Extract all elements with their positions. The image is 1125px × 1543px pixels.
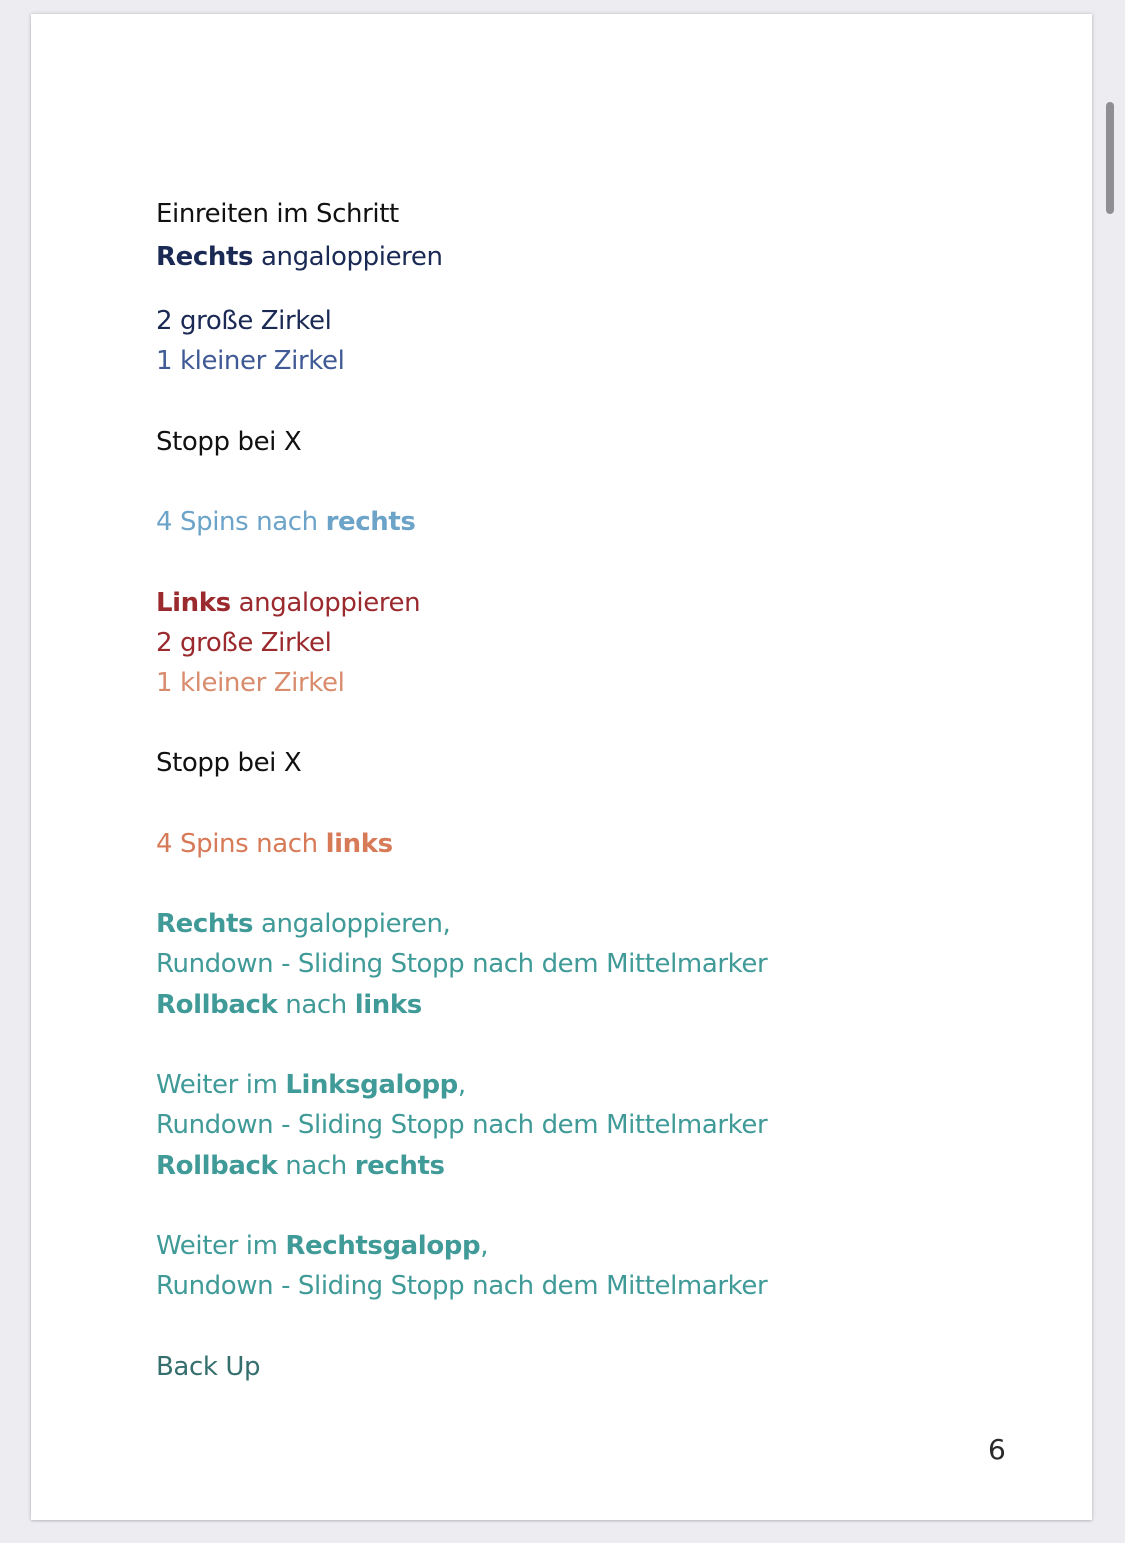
bold-text: links <box>354 990 422 1020</box>
text-line <box>156 345 344 377</box>
bold-text: Linksgalopp <box>285 1070 458 1100</box>
text-line <box>156 1351 260 1383</box>
text-run: 4 Spins nach <box>156 829 326 859</box>
text-line <box>156 426 301 458</box>
text-line <box>156 1230 488 1262</box>
text-run: Back Up <box>156 1352 261 1382</box>
bold-text: Links <box>156 588 231 618</box>
text-run: angaloppieren, <box>253 909 451 939</box>
page-number: 6 <box>988 1433 1006 1466</box>
bold-text: rechts <box>325 507 416 537</box>
text-line <box>156 828 393 860</box>
text-line <box>156 198 399 230</box>
bold-text: Rechts <box>156 909 254 939</box>
scrollbar[interactable] <box>1106 102 1114 214</box>
text-run: Rundown - Sliding Stopp nach dem Mittelmarker <box>156 949 768 979</box>
text-line <box>156 908 450 940</box>
text-line <box>156 1109 767 1141</box>
text-run: nach <box>277 1151 355 1181</box>
text-run: 1 kleiner Zirkel <box>156 346 345 376</box>
bold-text: links <box>325 829 393 859</box>
text-run: 4 Spins nach <box>156 507 326 537</box>
text-line <box>156 747 301 779</box>
text-run: nach <box>277 990 355 1020</box>
text-run: 1 kleiner Zirkel <box>156 668 345 698</box>
text-run: Rundown - Sliding Stopp nach dem Mittelmarker <box>156 1110 768 1140</box>
text-line <box>156 989 422 1021</box>
text-run: Weiter im <box>156 1070 286 1100</box>
text-line <box>156 1150 445 1182</box>
text-run: angaloppieren <box>253 242 443 272</box>
bold-text: Rollback <box>156 1151 278 1181</box>
text-line <box>156 506 415 538</box>
text-run: , <box>480 1231 489 1261</box>
text-run: Weiter im <box>156 1231 286 1261</box>
text-run: angaloppieren <box>230 588 421 618</box>
text-run: Stopp bei X <box>156 427 302 457</box>
text-line <box>156 667 344 699</box>
text-line <box>156 1270 767 1302</box>
text-run: 2 große Zirkel <box>156 306 332 336</box>
text-run: Stopp bei X <box>156 748 302 778</box>
bold-text: Rechtsgalopp <box>285 1231 481 1261</box>
text-line <box>156 627 331 659</box>
text-line <box>156 1069 466 1101</box>
text-line <box>156 587 420 619</box>
bold-text: Rechts <box>156 242 254 272</box>
bold-text: rechts <box>354 1151 445 1181</box>
text-run: Einreiten im Schritt <box>156 199 399 229</box>
text-run: 2 große Zirkel <box>156 628 332 658</box>
text-line <box>156 305 331 337</box>
text-run: , <box>457 1070 466 1100</box>
text-line <box>156 948 767 980</box>
bold-text: Rollback <box>156 990 278 1020</box>
text-line <box>156 241 443 273</box>
text-run: Rundown - Sliding Stopp nach dem Mittelmarker <box>156 1271 768 1301</box>
